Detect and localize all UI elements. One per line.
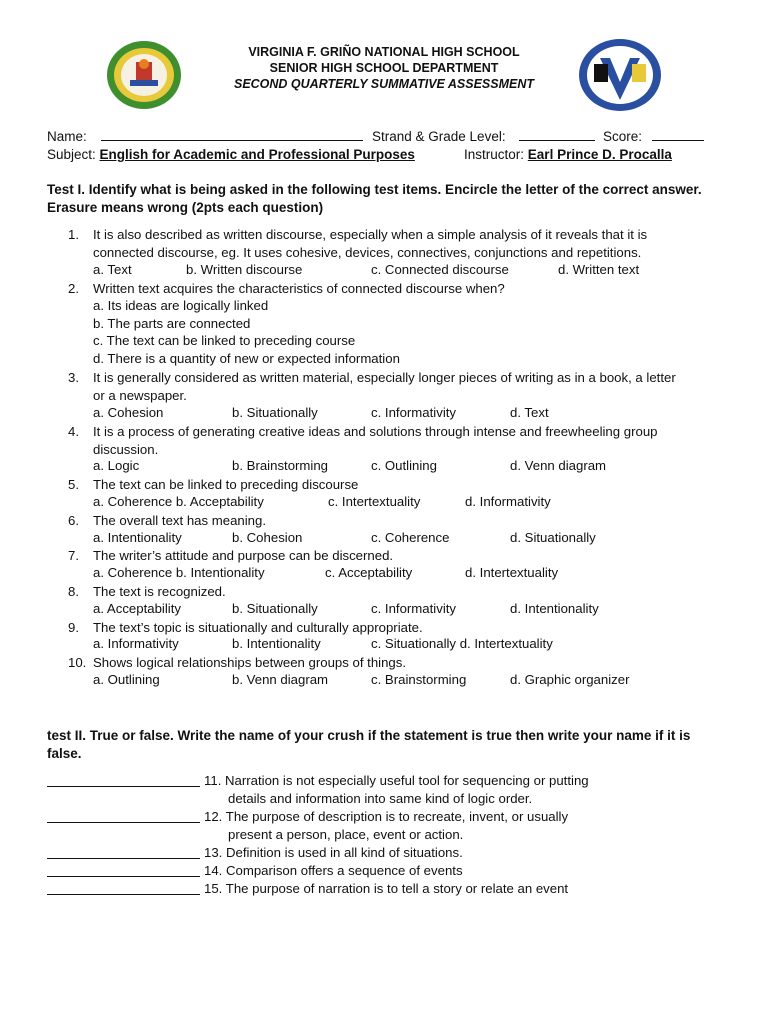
question-number: 6.: [68, 513, 79, 528]
choice[interactable]: a. Informativity: [93, 636, 179, 651]
question-text: or a newspaper.: [93, 387, 187, 403]
score-row: [603, 128, 704, 144]
question-number: 9.: [68, 620, 79, 635]
statement-text: 15. The purpose of narration is to tell a story or relate an event: [204, 881, 569, 896]
tf-item-11: [204, 772, 589, 808]
choice[interactable]: c. Intertextuality: [328, 494, 421, 509]
test2-instructions: [47, 727, 747, 763]
choice[interactable]: d. Intentionality: [510, 601, 599, 616]
choice[interactable]: b. Cohesion: [232, 530, 303, 545]
name-row: [47, 128, 363, 144]
score-label: Score:: [603, 129, 643, 144]
choice[interactable]: b. Intentionality: [232, 636, 321, 651]
statement-text: 11. Narration is not especially useful tool for sequencing or putting: [204, 773, 589, 788]
test2-instructions-line2: false.: [47, 746, 82, 761]
strand-field[interactable]: [519, 128, 595, 141]
division-seal-logo: [106, 40, 182, 110]
statement-text: 12. The purpose of description is to recreate, invent, or usually: [204, 809, 569, 824]
question-number: 1.: [68, 227, 79, 242]
choice[interactable]: a. Outlining: [93, 672, 160, 687]
answer-blank[interactable]: [47, 893, 200, 895]
subject-value: English for Academic and Professional Purposes: [99, 147, 415, 162]
question-text: The overall text has meaning.: [93, 513, 266, 528]
choice[interactable]: c. Coherence: [371, 530, 450, 545]
choice[interactable]: c. Informativity: [371, 405, 457, 420]
name-field[interactable]: [101, 128, 363, 141]
strand-row: [372, 128, 595, 144]
question-number: 4.: [68, 424, 79, 439]
question-text: The text’s topic is situationally and culturally appropriate.: [93, 620, 423, 635]
tf-item-13: [204, 844, 463, 862]
question-number: 3.: [68, 370, 79, 385]
name-label: Name:: [47, 129, 87, 144]
choice[interactable]: d. Intertextuality: [465, 565, 559, 580]
question-text: It is also described as written discourse, especially when a simple analysis of it reveals that it is: [93, 227, 648, 242]
answer-blank[interactable]: [47, 875, 200, 877]
strand-label: Strand & Grade Level:: [372, 129, 506, 144]
choice[interactable]: c. The text can be linked to preceding course: [93, 333, 356, 348]
question-text: The writer’s attitude and purpose can be discerned.: [93, 548, 394, 563]
choice[interactable]: a. Coherence b. Acceptability: [93, 494, 264, 509]
instructor-label: Instructor:: [464, 147, 525, 162]
choice[interactable]: d. Text: [510, 405, 549, 420]
choice[interactable]: a. Intentionality: [93, 530, 182, 545]
test2-instructions-line1: test II. True or false. Write the name of your crush if the statement is true then write your name if it is: [47, 728, 691, 743]
subject-row: [47, 147, 415, 162]
subject-label: Subject:: [47, 147, 96, 162]
choice[interactable]: a. Text: [93, 262, 132, 277]
question-number: 7.: [68, 548, 79, 563]
choice[interactable]: b. The parts are connected: [93, 316, 251, 331]
answer-blank[interactable]: [47, 821, 200, 823]
test1-instructions-line1: Test I. Identify what is being asked in the following test items. Encircle the letter of the correct answer.: [47, 182, 702, 197]
choice[interactable]: b. Situationally: [232, 601, 318, 616]
tf-item-15: [204, 880, 568, 898]
question-text: discussion.: [93, 441, 159, 457]
question-number: 10.: [68, 655, 87, 670]
choice[interactable]: b. Written discourse: [186, 262, 303, 277]
choice[interactable]: d. There is a quantity of new or expected information: [93, 351, 400, 366]
choice[interactable]: c. Outlining: [371, 458, 437, 473]
choice[interactable]: d. Venn diagram: [510, 458, 607, 473]
choice[interactable]: a. Acceptability: [93, 601, 181, 616]
school-seal-logo: [578, 38, 662, 112]
choice[interactable]: d. Written text: [558, 262, 640, 277]
question-number: 2.: [68, 281, 79, 296]
choice[interactable]: a. Cohesion: [93, 405, 164, 420]
choice[interactable]: b. Situationally: [232, 405, 318, 420]
assessment-title: SECOND QUARTERLY SUMMATIVE ASSESSMENT: [233, 77, 535, 91]
choice[interactable]: b. Venn diagram: [232, 672, 329, 687]
statement-text: details and information into same kind of logic order.: [228, 790, 533, 806]
question-text: The text can be linked to preceding discourse: [93, 477, 359, 492]
choice[interactable]: d. Informativity: [465, 494, 551, 509]
instructor-row: [464, 147, 672, 162]
choice[interactable]: c. Informativity: [371, 601, 457, 616]
question-text: It is a process of generating creative ideas and solutions through intense and freewheeling group: [93, 424, 658, 439]
choice[interactable]: c. Connected discourse: [371, 262, 509, 277]
tf-item-12: [204, 808, 568, 844]
choice[interactable]: d. Graphic organizer: [510, 672, 630, 687]
choice[interactable]: d. Situationally: [510, 530, 596, 545]
answer-blank[interactable]: [47, 857, 200, 859]
question-text: connected discourse, eg. It uses cohesive, devices, connectives, conjunctions and repetitions.: [93, 244, 642, 260]
instructor-value: Earl Prince D. Procalla: [527, 147, 672, 162]
choice[interactable]: a. Logic: [93, 458, 140, 473]
tf-item-14: [204, 862, 463, 880]
statement-text: present a person, place, event or action.: [228, 826, 464, 842]
choice[interactable]: c. Brainstorming: [371, 672, 467, 687]
choice[interactable]: a. Its ideas are logically linked: [93, 298, 269, 313]
question-text: Written text acquires the characteristics of connected discourse when?: [93, 281, 505, 296]
department-name: SENIOR HIGH SCHOOL DEPARTMENT: [269, 61, 499, 75]
school-name: VIRGINIA F. GRIÑO NATIONAL HIGH SCHOOL: [248, 45, 520, 59]
score-field[interactable]: [652, 128, 704, 141]
choice[interactable]: c. Situationally d. Intertextuality: [371, 636, 553, 651]
question-text: The text is recognized.: [93, 584, 226, 599]
school-header: [200, 44, 568, 92]
question-number: 5.: [68, 477, 79, 492]
test1-instructions: [47, 181, 747, 217]
statement-text: 13. Definition is used in all kind of situations.: [204, 845, 463, 860]
question-number: 8.: [68, 584, 79, 599]
test1-instructions-line2: Erasure means wrong (2pts each question): [47, 200, 324, 215]
choice[interactable]: b. Brainstorming: [232, 458, 329, 473]
answer-blank[interactable]: [47, 785, 200, 787]
choice[interactable]: a. Coherence b. Intentionality: [93, 565, 265, 580]
question-text: It is generally considered as written material, especially longer pieces of writing as in a book, a letter: [93, 370, 676, 385]
question-text: Shows logical relationships between groups of things.: [93, 655, 407, 670]
statement-text: 14. Comparison offers a sequence of events: [204, 863, 463, 878]
choice[interactable]: c. Acceptability: [325, 565, 413, 580]
